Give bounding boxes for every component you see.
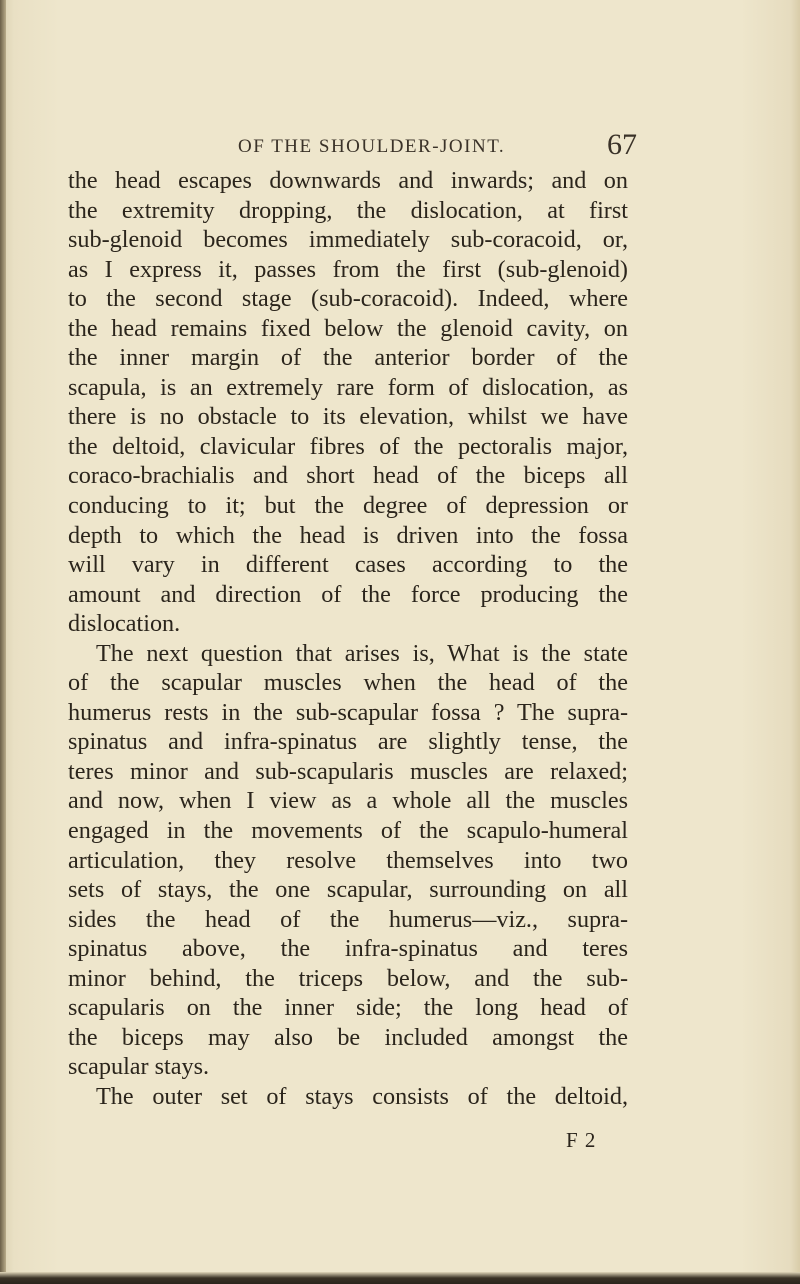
text-line: sub-glenoid becomes immediately sub-coracoid, or, <box>68 226 628 254</box>
body-text <box>68 166 628 1112</box>
text-line: the biceps may also be included amongst the <box>68 1023 628 1051</box>
text-line: humerus rests in the sub-scapular fossa ? The supra- <box>68 698 628 726</box>
page-number: 67 <box>607 128 637 161</box>
page-bottom-edge <box>0 1272 800 1284</box>
text-line: scapularis on the inner side; the long head of <box>68 994 628 1022</box>
text-line: there is no obstacle to its elevation, whilst we have <box>68 403 628 431</box>
text-line: engaged in the movements of the scapulo-humeral <box>68 817 628 845</box>
text-line: conducing to it; but the degree of depression or <box>68 492 628 520</box>
text-line: spinatus above, the infra-spinatus and teres <box>68 935 628 963</box>
text-line: teres minor and sub-scapularis muscles are relaxed; <box>68 757 628 785</box>
text-line: The next question that arises is, What is the state <box>96 639 628 667</box>
text-line: sides the head of the humerus—viz., supra- <box>68 905 628 933</box>
text-line: of the scapular muscles when the head of the <box>68 669 628 697</box>
text-line: dislocation. <box>68 610 181 638</box>
text-line: scapula, is an extremely rare form of dislocation, as <box>68 373 628 401</box>
text-line: coraco-brachialis and short head of the biceps all <box>68 462 628 490</box>
text-line: The outer set of stays consists of the deltoid, <box>96 1082 628 1110</box>
text-line: amount and direction of the force producing the <box>68 580 628 608</box>
text-line: and now, when I view as a whole all the muscles <box>68 787 628 815</box>
text-line: will vary in different cases according to the <box>68 551 628 579</box>
page-binding-edge <box>0 0 6 1284</box>
text-line: the extremity dropping, the dislocation, at first <box>68 196 628 224</box>
text-line: to the second stage (sub-coracoid). Indeed, where <box>68 285 628 313</box>
text-line: the deltoid, clavicular fibres of the pectoralis major, <box>68 432 628 460</box>
text-line: spinatus and infra-spinatus are slightly tense, the <box>68 728 628 756</box>
text-line: the head remains fixed below the glenoid cavity, on <box>68 314 628 342</box>
text-line: the head escapes downwards and inwards; and on <box>68 167 628 194</box>
text-line: the inner margin of the anterior border of the <box>68 344 628 372</box>
signature-mark: F 2 <box>566 1128 597 1152</box>
text-line: depth to which the head is driven into the fossa <box>68 521 628 549</box>
text-line: scapular stays. <box>68 1053 210 1081</box>
running-title: OF THE SHOULDER-JOINT. <box>238 136 506 157</box>
text-line: minor behind, the triceps below, and the sub- <box>68 964 628 992</box>
text-line: articulation, they resolve themselves into two <box>68 846 628 874</box>
text-line: sets of stays, the one scapular, surrounding on all <box>68 876 628 904</box>
text-line: as I express it, passes from the first (sub-glenoid) <box>68 255 628 283</box>
